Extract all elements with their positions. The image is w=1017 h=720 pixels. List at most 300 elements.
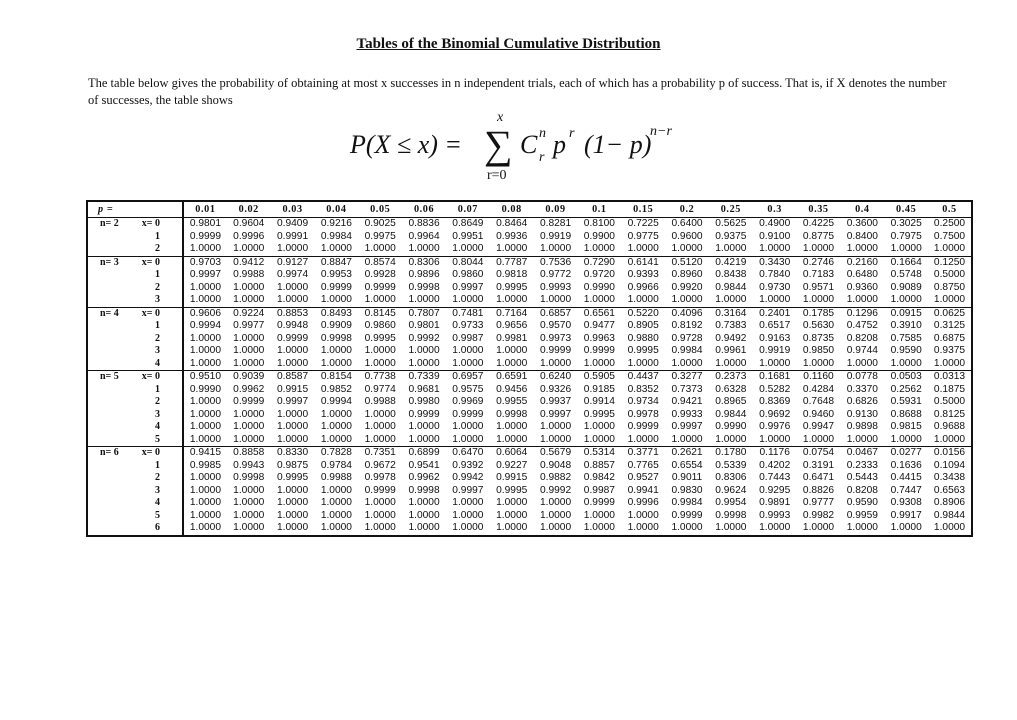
- probability-cell: 0.9915: [276, 383, 309, 395]
- n-label-empty: [87, 358, 131, 371]
- probability-cell: 0.7373: [671, 383, 703, 395]
- probability-cell: 0.3125: [933, 320, 966, 331]
- probability-cell: 0.9801: [183, 218, 227, 231]
- probability-cell: 0.9995: [276, 472, 309, 483]
- n-label: n= 5: [87, 371, 131, 384]
- probability-cell: 0.9987: [452, 332, 484, 344]
- probability-cell: 1.0000: [276, 509, 309, 521]
- probability-cell: 0.9961: [715, 345, 747, 356]
- x-label: 2: [131, 282, 183, 295]
- probability-cell: 0.8145: [358, 307, 402, 320]
- probability-cell: 0.1664: [884, 256, 928, 269]
- binomial-table-container: [86, 200, 971, 537]
- probability-cell: 0.9130: [846, 408, 878, 420]
- probability-cell: 1.0000: [583, 509, 615, 521]
- probability-cell: 1.0000: [189, 332, 221, 344]
- probability-cell: 0.9942: [452, 472, 484, 483]
- n-label-empty: [87, 231, 131, 244]
- probability-cell: 0.9775: [627, 230, 659, 242]
- probability-cell: 0.7164: [490, 307, 534, 320]
- x-label: x= 0: [131, 256, 183, 269]
- probability-cell: 0.9163: [759, 332, 791, 344]
- probability-cell: 0.9375: [933, 345, 966, 356]
- probability-cell: 0.9999: [408, 408, 440, 420]
- probability-cell: 0.9100: [759, 230, 791, 242]
- table-row: [87, 256, 972, 269]
- probability-cell: 0.9994: [320, 396, 352, 407]
- probability-cell: 0.9997: [671, 421, 703, 432]
- table-row: [87, 472, 972, 485]
- probability-cell: 0.9672: [364, 459, 396, 471]
- table-row: [87, 522, 972, 536]
- probability-cell: 0.9492: [715, 332, 747, 344]
- probability-cell: 0.9997: [452, 281, 484, 293]
- probability-cell: 1.0000: [671, 243, 703, 254]
- probability-cell: 1.0000: [452, 497, 484, 508]
- probability-cell: 1.0000: [233, 345, 265, 356]
- probability-cell: 0.9974: [276, 269, 309, 280]
- probability-cell: 1.0000: [189, 408, 221, 420]
- x-label: 2: [131, 333, 183, 346]
- probability-cell: 1.0000: [189, 472, 221, 483]
- n-label-empty: [87, 333, 131, 346]
- binomial-formula: [350, 110, 710, 188]
- probability-cell: 0.9928: [364, 269, 396, 280]
- probability-cell: 1.0000: [320, 345, 352, 356]
- probability-cell: 0.8858: [227, 447, 271, 460]
- x-label: 6: [131, 522, 183, 536]
- probability-cell: 0.7443: [759, 472, 791, 483]
- probability-cell: 0.6517: [759, 320, 791, 331]
- probability-cell: 0.9039: [227, 371, 271, 384]
- formula-term-p-sup: r: [569, 126, 575, 141]
- probability-cell: 0.9880: [627, 332, 659, 344]
- probability-cell: 1.0000: [189, 281, 221, 293]
- probability-cell: 0.2746: [797, 256, 841, 269]
- probability-cell: 0.5905: [577, 371, 621, 384]
- probability-cell: 1.0000: [189, 421, 221, 432]
- probability-cell: 0.9919: [539, 230, 572, 242]
- probability-cell: 0.9936: [496, 230, 528, 242]
- probability-cell: 1.0000: [276, 433, 309, 445]
- probability-cell: 1.0000: [452, 433, 484, 445]
- probability-cell: 0.2500: [928, 218, 972, 231]
- formula-term-q: (1− p): [584, 130, 652, 159]
- x-label: 5: [131, 434, 183, 447]
- probability-cell: 1.0000: [233, 497, 265, 508]
- table-row: [87, 409, 972, 422]
- probability-cell: 1.0000: [933, 294, 966, 305]
- probability-cell: 1.0000: [933, 243, 966, 254]
- probability-cell: 1.0000: [276, 421, 309, 432]
- table-row: [87, 307, 972, 320]
- p-value-header: 0.4: [840, 201, 884, 218]
- probability-cell: 1.0000: [233, 243, 265, 254]
- probability-cell: 1.0000: [364, 421, 396, 432]
- probability-cell: 0.9730: [759, 281, 791, 293]
- probability-cell: 1.0000: [496, 357, 528, 369]
- probability-cell: 1.0000: [496, 421, 528, 432]
- probability-cell: 0.1681: [753, 371, 797, 384]
- probability-cell: 0.7225: [621, 218, 665, 231]
- probability-cell: 1.0000: [715, 433, 747, 445]
- probability-cell: 0.9600: [671, 230, 703, 242]
- probability-cell: 0.9973: [539, 332, 572, 344]
- probability-cell: 0.2160: [840, 256, 884, 269]
- probability-cell: 0.2562: [890, 383, 922, 395]
- probability-cell: 1.0000: [364, 345, 396, 356]
- n-label-empty: [87, 434, 131, 447]
- intro-paragraph: The table below gives the probability of obtaining at most x successes in n independent trials, each of which has a probability p of success. That is, if X denotes the number of successes, the table shows: [88, 76, 947, 107]
- probability-cell: 1.0000: [846, 294, 878, 305]
- probability-cell: 0.7183: [802, 269, 835, 280]
- probability-cell: 0.6826: [846, 396, 878, 407]
- probability-cell: 0.9844: [715, 408, 747, 420]
- probability-cell: 1.0000: [928, 522, 972, 536]
- probability-cell: 1.0000: [358, 522, 402, 536]
- x-label: 4: [131, 421, 183, 434]
- probability-cell: 0.6470: [446, 447, 490, 460]
- probability-cell: 1.0000: [276, 408, 309, 420]
- probability-cell: 0.7290: [577, 256, 621, 269]
- x-label: 3: [131, 294, 183, 307]
- probability-cell: 1.0000: [627, 357, 659, 369]
- probability-cell: 1.0000: [276, 281, 309, 293]
- probability-cell: 0.3164: [709, 307, 753, 320]
- probability-cell: 0.9896: [408, 269, 440, 280]
- probability-cell: 0.0467: [840, 447, 884, 460]
- n-label-empty: [87, 282, 131, 295]
- p-value-header: 0.01: [183, 201, 227, 218]
- probability-cell: 0.6591: [490, 371, 534, 384]
- probability-cell: 0.9988: [364, 396, 396, 407]
- probability-cell: 0.7975: [890, 230, 922, 242]
- probability-cell: 0.9999: [671, 509, 703, 521]
- probability-cell: 0.9456: [496, 383, 528, 395]
- p-value-header: 0.5: [928, 201, 972, 218]
- probability-cell: 0.4415: [890, 472, 922, 483]
- probability-cell: 0.7447: [890, 484, 922, 496]
- probability-cell: 1.0000: [665, 522, 709, 536]
- probability-cell: 0.9962: [233, 383, 265, 395]
- probability-cell: 1.0000: [233, 332, 265, 344]
- probability-cell: 0.8574: [358, 256, 402, 269]
- probability-cell: 1.0000: [577, 522, 621, 536]
- x-label: 2: [131, 472, 183, 485]
- table-row: [87, 294, 972, 307]
- probability-cell: 1.0000: [271, 522, 315, 536]
- probability-cell: 0.5625: [709, 218, 753, 231]
- probability-cell: 0.8281: [534, 218, 578, 231]
- probability-cell: 0.9919: [759, 345, 791, 356]
- probability-cell: 0.9571: [802, 281, 835, 293]
- probability-cell: 0.9734: [627, 396, 659, 407]
- probability-cell: 0.9951: [452, 230, 484, 242]
- probability-cell: 0.5679: [534, 447, 578, 460]
- probability-cell: 0.4437: [621, 371, 665, 384]
- n-label-empty: [87, 497, 131, 510]
- probability-cell: 1.0000: [846, 357, 878, 369]
- probability-cell: 0.9852: [320, 383, 352, 395]
- formula-term-c-sup: n: [539, 126, 546, 141]
- probability-cell: 0.8493: [314, 307, 358, 320]
- probability-cell: 0.6240: [534, 371, 578, 384]
- table-row: [87, 320, 972, 333]
- probability-cell: 0.9990: [715, 421, 747, 432]
- formula-lhs: P(X ≤ x) =: [350, 130, 462, 159]
- probability-cell: 0.8775: [802, 230, 835, 242]
- probability-cell: 0.8649: [446, 218, 490, 231]
- n-label-empty: [87, 320, 131, 333]
- probability-cell: 0.9575: [452, 383, 484, 395]
- probability-cell: 0.9998: [408, 484, 440, 496]
- probability-cell: 0.9999: [320, 281, 352, 293]
- probability-cell: 1.0000: [408, 497, 440, 508]
- probability-cell: 0.9998: [715, 509, 747, 521]
- probability-cell: 0.9375: [715, 230, 747, 242]
- probability-cell: 0.9360: [846, 281, 878, 293]
- probability-cell: 1.0000: [189, 243, 221, 254]
- n-label-empty: [87, 294, 131, 307]
- probability-cell: 0.2333: [846, 459, 878, 471]
- probability-cell: 0.9999: [583, 497, 615, 508]
- probability-cell: 1.0000: [797, 522, 841, 536]
- probability-cell: 1.0000: [496, 345, 528, 356]
- probability-cell: 1.0000: [884, 522, 928, 536]
- probability-cell: 1.0000: [490, 522, 534, 536]
- probability-cell: 1.0000: [364, 243, 396, 254]
- table-row: [87, 421, 972, 434]
- probability-cell: 0.3438: [933, 472, 966, 483]
- probability-cell: 1.0000: [627, 433, 659, 445]
- probability-cell: 1.0000: [408, 433, 440, 445]
- probability-cell: 0.9688: [933, 421, 966, 432]
- probability-cell: 0.9992: [539, 484, 572, 496]
- probability-cell: 0.9959: [846, 509, 878, 521]
- p-value-header: 0.1: [577, 201, 621, 218]
- probability-cell: 1.0000: [276, 357, 309, 369]
- probability-cell: 0.3600: [840, 218, 884, 231]
- probability-cell: 0.9937: [539, 396, 572, 407]
- probability-cell: 1.0000: [233, 357, 265, 369]
- probability-cell: 0.5630: [802, 320, 835, 331]
- probability-cell: 1.0000: [320, 408, 352, 420]
- probability-cell: 1.0000: [890, 294, 922, 305]
- probability-cell: 0.8857: [583, 459, 615, 471]
- probability-cell: 1.0000: [759, 294, 791, 305]
- probability-cell: 0.9882: [539, 472, 572, 483]
- p-value-header: 0.25: [709, 201, 753, 218]
- probability-cell: 0.9909: [320, 320, 352, 331]
- probability-cell: 0.9984: [320, 230, 352, 242]
- probability-cell: 0.7787: [490, 256, 534, 269]
- probability-cell: 1.0000: [233, 421, 265, 432]
- probability-cell: 0.1176: [753, 447, 797, 460]
- probability-cell: 0.9624: [715, 484, 747, 496]
- n-label-empty: [87, 460, 131, 473]
- probability-cell: 1.0000: [452, 357, 484, 369]
- probability-cell: 0.8369: [759, 396, 791, 407]
- table-row: [87, 396, 972, 409]
- probability-cell: 0.8587: [271, 371, 315, 384]
- probability-cell: 0.9048: [539, 459, 572, 471]
- probability-cell: 0.9415: [183, 447, 227, 460]
- probability-cell: 0.9978: [364, 472, 396, 483]
- probability-cell: 1.0000: [227, 522, 271, 536]
- probability-cell: 0.7339: [402, 371, 446, 384]
- probability-cell: 1.0000: [233, 433, 265, 445]
- x-label: 1: [131, 384, 183, 397]
- probability-cell: 0.8464: [490, 218, 534, 231]
- table-row: [87, 485, 972, 498]
- probability-cell: 1.0000: [276, 345, 309, 356]
- p-value-header: 0.3: [753, 201, 797, 218]
- probability-cell: 1.0000: [627, 294, 659, 305]
- n-label-empty: [87, 384, 131, 397]
- probability-cell: 0.9784: [320, 459, 352, 471]
- table-row: [87, 231, 972, 244]
- table-row: [87, 384, 972, 397]
- probability-cell: 1.0000: [802, 357, 835, 369]
- probability-cell: 0.5748: [890, 269, 922, 280]
- probability-cell: 0.9850: [802, 345, 835, 356]
- probability-cell: 0.9308: [890, 497, 922, 508]
- probability-cell: 0.9570: [539, 320, 572, 331]
- probability-cell: 0.6471: [802, 472, 835, 483]
- probability-cell: 0.9999: [233, 396, 265, 407]
- probability-cell: 1.0000: [759, 243, 791, 254]
- n-label: n= 2: [87, 218, 131, 231]
- probability-cell: 1.0000: [364, 408, 396, 420]
- probability-cell: 1.0000: [276, 484, 309, 496]
- probability-cell: 1.0000: [233, 294, 265, 305]
- probability-cell: 1.0000: [621, 522, 665, 536]
- probability-cell: 0.4752: [846, 320, 878, 331]
- probability-cell: 1.0000: [671, 294, 703, 305]
- probability-cell: 0.5220: [621, 307, 665, 320]
- probability-cell: 0.9941: [627, 484, 659, 496]
- probability-cell: 0.9964: [408, 230, 440, 242]
- probability-cell: 0.8208: [846, 484, 878, 496]
- p-value-header: 0.02: [227, 201, 271, 218]
- probability-cell: 0.4900: [753, 218, 797, 231]
- probability-cell: 0.1875: [933, 383, 966, 395]
- probability-cell: 0.9997: [539, 408, 572, 420]
- x-label: 3: [131, 345, 183, 358]
- probability-cell: 0.9962: [408, 472, 440, 483]
- probability-cell: 0.9604: [227, 218, 271, 231]
- p-value-header: 0.06: [402, 201, 446, 218]
- probability-cell: 0.6899: [402, 447, 446, 460]
- probability-cell: 0.9996: [627, 497, 659, 508]
- probability-cell: 0.8400: [846, 230, 878, 242]
- probability-cell: 0.6064: [490, 447, 534, 460]
- probability-cell: 0.7840: [759, 269, 791, 280]
- probability-cell: 0.4096: [665, 307, 709, 320]
- probability-cell: 1.0000: [671, 357, 703, 369]
- probability-cell: 0.9999: [276, 332, 309, 344]
- probability-cell: 0.6400: [665, 218, 709, 231]
- probability-cell: 0.9025: [358, 218, 402, 231]
- probability-cell: 0.9948: [276, 320, 309, 331]
- probability-cell: 1.0000: [189, 484, 221, 496]
- x-label: 1: [131, 269, 183, 282]
- probability-cell: 1.0000: [189, 433, 221, 445]
- probability-cell: 0.0625: [928, 307, 972, 320]
- probability-cell: 0.8306: [715, 472, 747, 483]
- probability-cell: 1.0000: [320, 433, 352, 445]
- probability-cell: 0.9988: [233, 269, 265, 280]
- n-label-empty: [87, 522, 131, 536]
- table-row: [87, 345, 972, 358]
- probability-cell: 0.9933: [671, 408, 703, 420]
- probability-cell: 0.3430: [753, 256, 797, 269]
- probability-cell: 0.5120: [665, 256, 709, 269]
- probability-cell: 0.9891: [759, 497, 791, 508]
- probability-cell: 0.5000: [933, 269, 966, 280]
- probability-cell: 0.9993: [539, 281, 572, 293]
- probability-cell: 0.0778: [840, 371, 884, 384]
- p-value-header: 0.35: [797, 201, 841, 218]
- probability-cell: 1.0000: [408, 357, 440, 369]
- probability-cell: 0.9990: [189, 383, 221, 395]
- probability-cell: 1.0000: [539, 433, 572, 445]
- n-label-empty: [87, 409, 131, 422]
- probability-cell: 1.0000: [802, 243, 835, 254]
- probability-cell: 1.0000: [583, 433, 615, 445]
- probability-cell: 0.6141: [621, 256, 665, 269]
- probability-cell: 0.7828: [314, 447, 358, 460]
- table-row: [87, 510, 972, 523]
- probability-cell: 0.3277: [665, 371, 709, 384]
- formula-term-c-sub: r: [539, 150, 545, 165]
- probability-cell: 0.4219: [709, 256, 753, 269]
- n-label-empty: [87, 269, 131, 282]
- probability-cell: 1.0000: [320, 497, 352, 508]
- probability-cell: 0.9541: [408, 459, 440, 471]
- probability-cell: 0.2621: [665, 447, 709, 460]
- probability-cell: 0.9994: [189, 320, 221, 331]
- probability-cell: 1.0000: [189, 509, 221, 521]
- probability-cell: 0.9991: [276, 230, 309, 242]
- probability-cell: 0.9185: [583, 383, 615, 395]
- probability-cell: 0.1785: [797, 307, 841, 320]
- probability-cell: 0.9995: [627, 345, 659, 356]
- probability-cell: 1.0000: [890, 243, 922, 254]
- probability-cell: 1.0000: [446, 522, 490, 536]
- probability-cell: 0.9966: [627, 281, 659, 293]
- probability-cell: 0.9860: [452, 269, 484, 280]
- probability-cell: 1.0000: [189, 345, 221, 356]
- probability-cell: 0.8905: [627, 320, 659, 331]
- probability-cell: 0.9995: [496, 281, 528, 293]
- probability-cell: 1.0000: [583, 294, 615, 305]
- probability-cell: 0.8044: [446, 256, 490, 269]
- x-label: x= 0: [131, 371, 183, 384]
- probability-cell: 0.6857: [534, 307, 578, 320]
- probability-cell: 1.0000: [753, 522, 797, 536]
- n-label-empty: [87, 421, 131, 434]
- table-row: [87, 282, 972, 295]
- probability-cell: 1.0000: [233, 281, 265, 293]
- probability-cell: 0.9409: [271, 218, 315, 231]
- probability-cell: 0.5314: [577, 447, 621, 460]
- probability-cell: 0.9860: [364, 320, 396, 331]
- probability-cell: 0.9412: [227, 256, 271, 269]
- probability-cell: 0.7481: [446, 307, 490, 320]
- probability-cell: 0.9998: [496, 408, 528, 420]
- probability-cell: 1.0000: [715, 243, 747, 254]
